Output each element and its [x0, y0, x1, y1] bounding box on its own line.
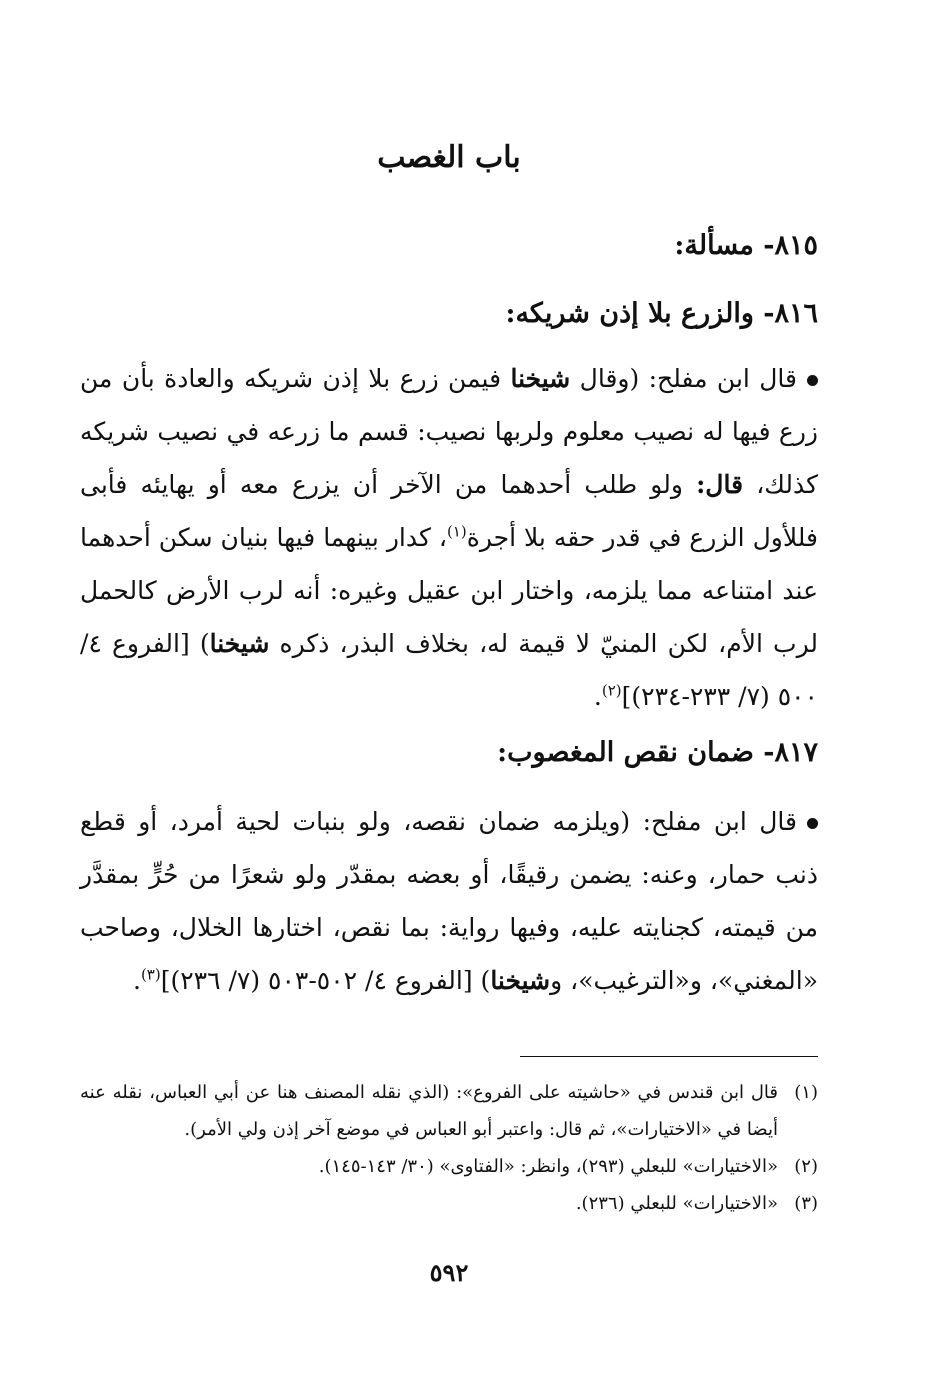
heading-815: ٨١٥- مسألة: — [674, 230, 818, 261]
footnote-ref-3[interactable]: (٣) — [140, 965, 161, 984]
heading-816: ٨١٦- والزرع بلا إذن شريكه: — [505, 298, 818, 329]
footnote-3: (٣) «الاختيارات» للبعلي (٢٣٦). — [575, 1193, 818, 1214]
page-number: ٥٩٢ — [429, 1258, 469, 1287]
footnotes — [80, 1074, 818, 1222]
chapter-title: باب الغصب — [377, 140, 521, 175]
footnote-ref-2[interactable]: (٢) — [601, 681, 622, 700]
footnote-1: (١) قال ابن قندس في «حاشيته على الفروع»: (الذي نقله المصنف هنا عن أبي العباس، نقله عنه أيضا في «الاختيارات»، ثم قال: واعتبر أبو العباس في موضع آخر إذن ولي الأمر). — [80, 1082, 818, 1140]
bullet-icon — [807, 818, 818, 829]
heading-817: ٨١٧- ضمان نقص المغصوب: — [497, 737, 818, 768]
footnote-2: (٢) «الاختيارات» للبعلي (٢٩٣)، وانظر: «الفتاوى» (٣٠/ ١٤٣-١٤٥). — [318, 1156, 818, 1177]
footnote-ref-1[interactable]: (١) — [446, 522, 467, 541]
bullet-icon — [807, 375, 818, 386]
paragraph-817: قال ابن مفلح: (ويلزمه ضمان نقصه، ولو بنبات لحية أمرد، أو قطع ذنب حمار، وعنه: يضمن رقيقًا، أو بعضه بمقدّر ولو شعرًا من حُرٍّ بمقدَّر من قيمته، كجنايته عليه، وفيها رواية: بما نقص، اختارها الخلال، وصاحب «المغني»، و«الترغيب»، وشيخنا) [الفروع ٤/ ٥٠٢-٥٠٣ (٧/ ٢٣٦)]$^{(٣)}$. — [80, 807, 818, 995]
footnote-separator — [520, 1056, 818, 1057]
paragraph-816: قال ابن مفلح: (وقال شيخنا فيمن زرع بلا إذن شريكه والعادة بأن من زرع فيها له نصيب معلوم ولربها نصيب: قسم ما زرعه في نصيب شريكه كذلك، قال: ولو طلب أحدهما من الآخر أن يزرع معه أو يهايئه فأبى فللأول الزرع في قدر حقه بلا أجرة$^{(١)}$، كدار بينهما فيها بنيان سكن أحدهما عند امتناعه مما يلزمه، واختار ابن عقيل وغيره: أنه لرب الأرض كالحمل لرب الأم، لكن المنيّ لا قيمة له، بخلاف البذر، ذكره شيخنا) [الفروع ٤/ ٥٠٠ (٧/ ٢٣٣-٢٣٤)]$^{(٢)}$. — [80, 364, 819, 711]
book-page — [80, 0, 818, 1385]
